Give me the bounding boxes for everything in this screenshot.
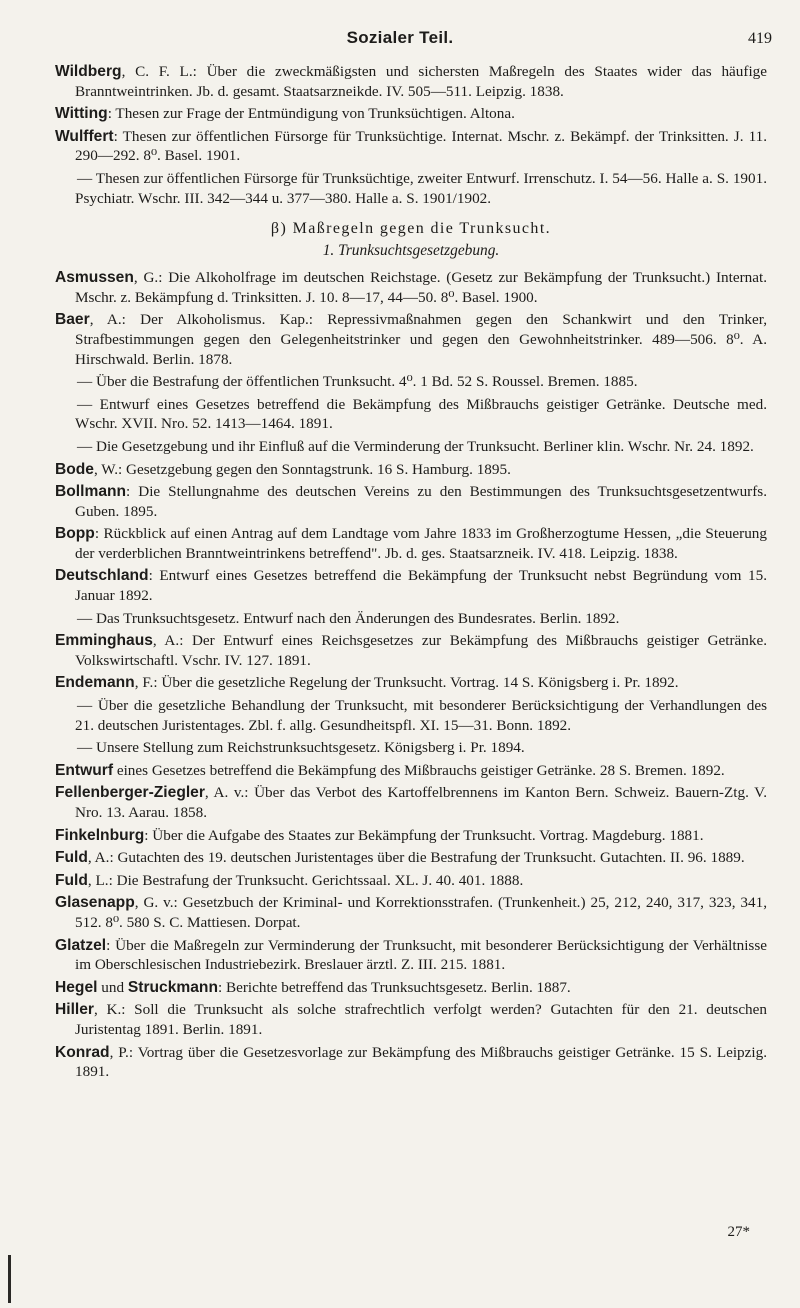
entry-text: : Berichte betreffend das Trunksuchtsgesetz. Berlin. 1887. [217, 978, 571, 996]
bibliography-entry [55, 893, 767, 932]
bibliography-entry [55, 372, 767, 392]
running-title: Sozialer Teil. [346, 28, 454, 47]
entry-text: , G.: Die Alkoholfrage im deutschen Reichstage. (Gesetz zur Bekämpfung der Trunksucht.) Internat. Mschr. z. Bekämpfung d. Trinksitten. J. 10. 8—17, 44—50. 8⁰. Basel. 1900. [75, 269, 767, 306]
entry-text: , C. F. L.: Über die zweckmäßigsten und sichersten Maßregeln des Staates wider das häufige Branntweintrinken. Jb. d. gesamt. Staatsarzneikde. IV. 505—511. Leipzig. 1838. [75, 63, 767, 100]
bibliography-entry [55, 696, 767, 735]
entry-author: Glatzel [55, 936, 107, 954]
entry-author: Asmussen [55, 269, 134, 287]
entry-text: Thesen zur öffentlichen Fürsorge für Trunksüchtige, zweiter Entwurf. Irrenschutz. I. 54—56. Halle a. S. 1901. Psychiatr. Wschr. III. 342—344 u. 377—380. Halle a. S. 1901/1902. [75, 169, 767, 207]
entry-text: : Thesen zur öffentlichen Fürsorge für Trunksüchtige. Internat. Mschr. z. Bekämpf. der Trinksitten. J. 11. 290—292. 8⁰. Basel. 1901. [75, 127, 767, 165]
entry-text: : Thesen zur Frage der Entmündigung von Trunksüchtigen. Altona. [107, 105, 515, 123]
bibliography-entry [55, 609, 767, 629]
entry-text: : Über die Aufgabe des Staates zur Bekämpfung der Trunksucht. Vortrag. Magdeburg. 1881. [144, 826, 704, 844]
entry-text: , L.: Die Bestrafung der Trunksucht. Gerichtssaal. XL. J. 40. 401. 1888. [87, 871, 524, 889]
entry-author: Endemann [55, 674, 135, 692]
entry-author: Fellenberger-Ziegler [55, 784, 205, 802]
bibliography-entry [55, 826, 767, 846]
entry-ditto-dash: — [77, 169, 93, 187]
entry-ditto-dash: — [77, 697, 93, 715]
bibliography-entry [55, 268, 767, 307]
bibliography-entry [55, 62, 767, 101]
bibliography-entry [55, 437, 767, 457]
entry-text: Die Gesetzgebung und ihr Einfluß auf die Verminderung der Trunksucht. Berliner klin. Wschr. Nr. 24. 1892. [92, 437, 754, 455]
entry-text: , A.: Der Entwurf eines Reichsgesetzes zur Bekämpfung des Mißbrauchs geistiger Getränke. Volkswirtschaftl. Vschr. IV. 127. 1891. [75, 632, 767, 669]
entry-text: , K.: Soll die Trunksucht als solche strafrechtlich verfolgt werden? Gutachten für den 21. deutschen Juristentag 1891. Berlin. 1891. [75, 1001, 767, 1038]
entry-author: Baer [55, 311, 90, 329]
entry-ditto-dash: — [77, 437, 93, 455]
entry-author: Hegel [55, 978, 98, 996]
entry-text: Über die Bestrafung der öffentlichen Trunksucht. 4⁰. 1 Bd. 52 S. Roussel. Bremen. 1885. [92, 373, 638, 391]
bibliography-entry [55, 1000, 767, 1039]
entry-author: Glasenapp [55, 894, 135, 912]
entries-main-list [55, 268, 767, 1082]
entry-author: Hiller [55, 1001, 94, 1019]
entry-author: Fuld [55, 849, 88, 867]
entry-text: : Entwurf eines Gesetzes betreffend die Bekämpfung der Trunksucht nebst Begründung vom 15. Januar 1892. [75, 567, 767, 605]
entry-text: Das Trunksuchtsgesetz. Entwurf nach den Änderungen des Bundesrates. Berlin. 1892. [92, 609, 620, 627]
entry-author: Entwurf [55, 761, 114, 779]
bibliography-body [55, 62, 767, 1085]
entry-text: : Rückblick auf einen Antrag auf dem Landtage vom Jahre 1833 im Großherzogtume Hessen, „die Steuerung der verderblichen Branntweintrinkens betreffend". Jb. d. ges. Staatsarzneik. IV. 418. Leipzig. 1838. [75, 525, 767, 562]
bibliography-entry [55, 524, 767, 563]
entry-ditto-dash: — [77, 609, 93, 627]
entry-text: , F.: Über die gesetzliche Regelung der Trunksucht. Vortrag. 14 S. Königsberg i. Pr. 1892. [134, 674, 679, 692]
entry-text: und [97, 978, 128, 996]
entry-author: Bopp [55, 525, 95, 543]
bibliography-entry [55, 738, 767, 758]
entry-text: Entwurf eines Gesetzes betreffend die Bekämpfung des Mißbrauchs geistiger Getränke. Deutsche med. Wschr. XVII. Nro. 52. 1413—1464. 1891. [75, 395, 767, 433]
margin-mark [8, 1255, 11, 1303]
entry-text: , A.: Der Alkoholismus. Kap.: Repressivmaßnahmen gegen den Schankwirt und den Trinker, Strafbestimmungen gegen den Gelegenheitstrinker und gegen den Gewohnheitstrinker. 489—506. 8⁰. A. Hirschwald. Berlin. 1878. [75, 311, 767, 368]
entry-text: , P.: Vortrag über die Gesetzesvorlage zur Bekämpfung des Mißbrauchs geistiger Getränke. 15 S. Leipzig. 1891. [75, 1043, 767, 1081]
bibliography-entry [55, 761, 767, 781]
section-title: β) Maßregeln gegen die Trunksucht. [270, 220, 552, 238]
page-number: 419 [748, 30, 772, 47]
bibliography-entry [55, 482, 767, 521]
bibliography-entry [55, 460, 767, 480]
signature-mark: 27* [727, 1224, 750, 1240]
bibliography-entry [55, 871, 767, 891]
entry-text: Unsere Stellung zum Reichstrunksuchtsgesetz. Königsberg i. Pr. 1894. [92, 739, 525, 757]
entry-author: Struckmann [127, 978, 218, 996]
bibliography-entry [55, 673, 767, 693]
entry-text: , W.: Gesetzgebung gegen den Sonntagstrunk. 16 S. Hamburg. 1895. [93, 460, 511, 478]
bibliography-entry [55, 631, 767, 670]
entries-top-list [55, 62, 767, 208]
entry-author: Deutschland [55, 567, 149, 585]
entry-ditto-dash: — [77, 395, 93, 413]
entry-text: : Die Stellungnahme des deutschen Vereins zu den Bestimmungen des Trunksuchtsgesetzentwurfs. Guben. 1895. [75, 483, 767, 520]
bibliography-entry [55, 936, 767, 975]
bibliography-entry [55, 104, 767, 124]
bibliography-entry [55, 783, 767, 822]
entry-author: Fuld [55, 871, 88, 889]
entry-text: : Über die Maßregeln zur Verminderung der Trunksucht, mit besonderer Berücksichtigung der Verhältnisse im Oberschlesischen Industriebezirk. Breslauer ärztl. Z. III. 215. 1881. [75, 936, 767, 974]
subsection-title: 1. Trunksuchtsgesetzgebung. [322, 242, 500, 260]
bibliography-entry [55, 978, 767, 998]
bibliography-entry [55, 127, 767, 166]
entry-author: Bollmann [55, 483, 127, 501]
entry-author: Bode [55, 460, 94, 478]
entry-ditto-dash: — [77, 739, 93, 757]
bibliography-entry [55, 169, 767, 208]
entry-author: Wildberg [55, 63, 122, 80]
bibliography-entry [55, 848, 767, 868]
entry-author: Finkelnburg [55, 826, 145, 844]
entry-author: Emminghaus [55, 632, 153, 650]
bibliography-entry [55, 395, 767, 434]
entry-author: Witting [55, 105, 108, 123]
entry-ditto-dash: — [77, 373, 93, 391]
entry-text: eines Gesetzes betreffend die Bekämpfung des Mißbrauchs geistiger Getränke. 28 S. Bremen. 1892. [113, 761, 725, 779]
entry-text: Über die gesetzliche Behandlung der Trunksucht, mit besonderer Berücksichtigung der Verhandlungen des 21. deutschen Juristentages. Zbl. f. allg. Gesundheitspfl. XI. 15—31. Bonn. 1892. [75, 697, 767, 734]
entry-text: , A.: Gutachten des 19. deutschen Juristentages über die Bestrafung der Trunksucht. Gutachten. II. 96. 1889. [87, 849, 745, 867]
bibliography-entry [55, 310, 767, 369]
entry-author: Wulffert [55, 127, 114, 145]
entry-text: , G. v.: Gesetzbuch der Kriminal- und Korrektionsstrafen. (Trunkenheit.) 25, 212, 240, 317, 323, 341, 512. 8⁰. 580 S. C. Mattiesen. Dorpat. [75, 894, 767, 931]
entry-author: Konrad [55, 1043, 110, 1061]
bibliography-entry [55, 566, 767, 605]
entry-text: , A. v.: Über das Verbot des Kartoffelbrennens im Kanton Bern. Schweiz. Bauern-Ztg. V. Nro. 13. Aarau. 1858. [75, 784, 767, 821]
bibliography-entry [55, 1043, 767, 1082]
